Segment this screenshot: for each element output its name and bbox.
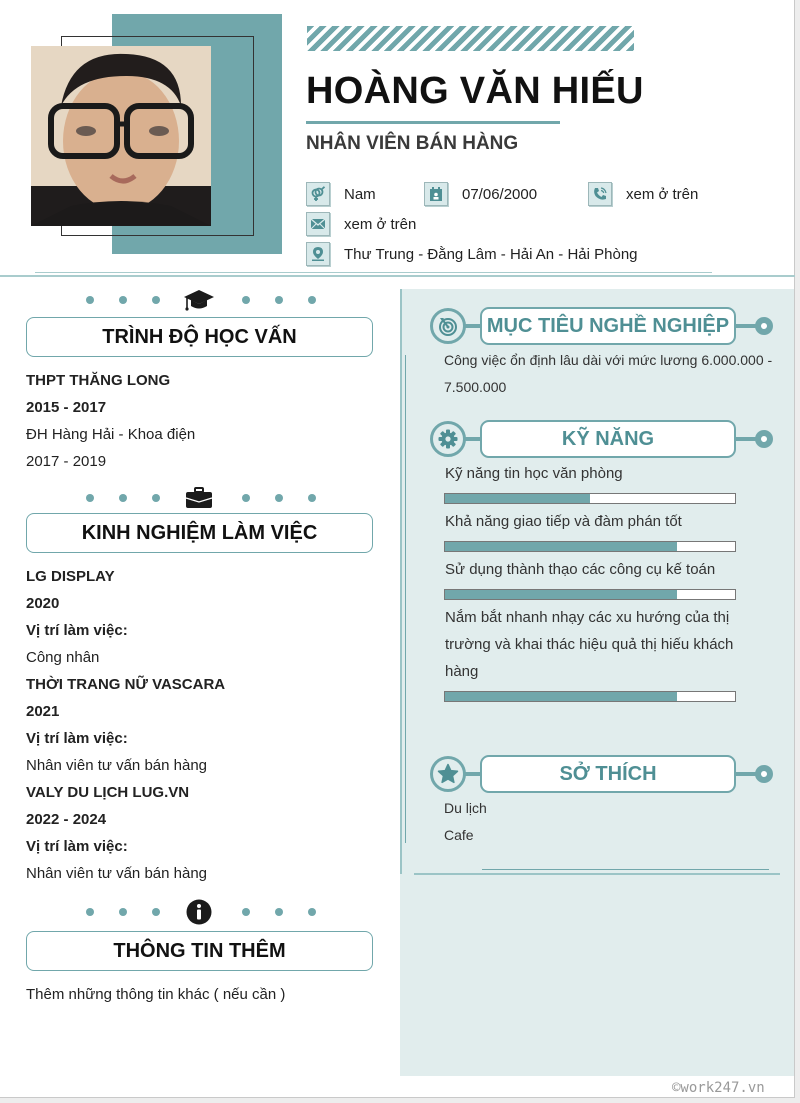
heading-objective [430, 307, 775, 347]
avatar-photo [31, 46, 211, 226]
candidate-name: HOÀNG VĂN HIẾU [306, 70, 644, 112]
skill-bar [444, 691, 736, 702]
hobby-item: Cafe [444, 827, 474, 843]
info-dob [424, 182, 537, 206]
section-title-additional: THÔNG TIN THÊM [26, 931, 373, 971]
education-line: ĐH Hàng Hải - Khoa điện [26, 426, 196, 443]
info-email [306, 212, 416, 236]
skill-bar [444, 589, 736, 600]
job-title: NHÂN VIÊN BÁN HÀNG [306, 133, 519, 154]
section-title-hobbies: SỞ THÍCH [480, 755, 736, 793]
info-icon [180, 900, 220, 924]
heading-hobbies [430, 755, 775, 795]
info-phone [588, 182, 698, 206]
heading-skills [430, 420, 775, 460]
experience-line: VALY DU LỊCH LUG.VN [26, 784, 190, 801]
gender-icon [306, 182, 330, 206]
skill-label: Kỹ năng tin học văn phòng [445, 465, 623, 482]
address-value: Thư Trung - Đằng Lâm - Hải An - Hải Phòng [344, 245, 638, 263]
right-panel-divider [414, 873, 780, 875]
skill-bar [444, 493, 736, 504]
section-title-experience: KINH NGHIỆM LÀM VIỆC [26, 513, 373, 553]
right-panel-divider-thin [482, 869, 769, 870]
map-pin-icon [306, 242, 330, 266]
education-line: 2015 - 2017 [26, 399, 107, 416]
right-panel-border [400, 289, 402, 874]
experience-line: 2020 [26, 595, 60, 612]
experience-line: Nhân viên tư vấn bán hàng [26, 757, 208, 774]
experience-line: Vị trí làm việc: [26, 838, 128, 855]
section-title-objective: MỤC TIÊU NGHỀ NGHIỆP [480, 307, 736, 345]
header-divider-thin [35, 272, 712, 273]
experience-line: Công nhân [26, 649, 100, 666]
envelope-icon [306, 212, 330, 236]
experience-line: Nhân viên tư vấn bán hàng [26, 865, 208, 882]
right-panel-inner-line [405, 355, 406, 843]
phone-icon [588, 182, 612, 206]
experience-divider [86, 486, 316, 510]
experience-line: Vị trí làm việc: [26, 622, 128, 639]
dob-value: 07/06/2000 [462, 185, 538, 203]
objective-text: Công việc ổn định lâu dài với mức lương 6.000.000 - 7.500.000 [444, 352, 773, 395]
experience-line: Vị trí làm việc: [26, 730, 128, 747]
watermark: ©work247.vn [672, 1080, 765, 1096]
briefcase-icon [180, 486, 220, 510]
decorative-stripes [307, 26, 634, 51]
skill-label: Nắm bắt nhanh nhạy các xu hướng của thị trường và khai thác hiệu quả thị hiếu khách hàng [445, 609, 734, 680]
section-title-skills: KỸ NĂNG [480, 420, 736, 458]
star-icon [430, 756, 466, 792]
info-gender [306, 182, 376, 206]
hobby-item: Du lịch [444, 800, 487, 816]
target-icon [430, 308, 466, 344]
section-title-education: TRÌNH ĐỘ HỌC VẤN [26, 317, 373, 357]
info-address [306, 242, 638, 266]
email-value: xem ở trên [344, 215, 417, 233]
header-divider [0, 275, 795, 277]
gender-value: Nam [344, 185, 376, 203]
education-line: THPT THĂNG LONG [26, 372, 171, 389]
experience-line: 2022 - 2024 [26, 811, 107, 828]
gear-icon [430, 421, 466, 457]
portrait-illustration [31, 46, 211, 226]
experience-line: THỜI TRANG NỮ VASCARA [26, 676, 226, 693]
additional-divider [86, 900, 316, 924]
name-underline [306, 121, 560, 124]
skill-bar [444, 541, 736, 552]
phone-value: xem ở trên [626, 185, 699, 203]
education-line: 2017 - 2019 [26, 453, 107, 470]
calendar-icon [424, 182, 448, 206]
skill-label: Sử dụng thành thạo các công cụ kế toán [445, 561, 716, 578]
experience-line: 2021 [26, 703, 60, 720]
skill-label: Khả năng giao tiếp và đàm phán tốt [445, 513, 682, 530]
additional-text: Thêm những thông tin khác ( nếu cần ) [26, 986, 286, 1003]
graduation-cap-icon [180, 288, 220, 312]
experience-line: LG DISPLAY [26, 568, 115, 585]
education-divider [86, 288, 316, 312]
